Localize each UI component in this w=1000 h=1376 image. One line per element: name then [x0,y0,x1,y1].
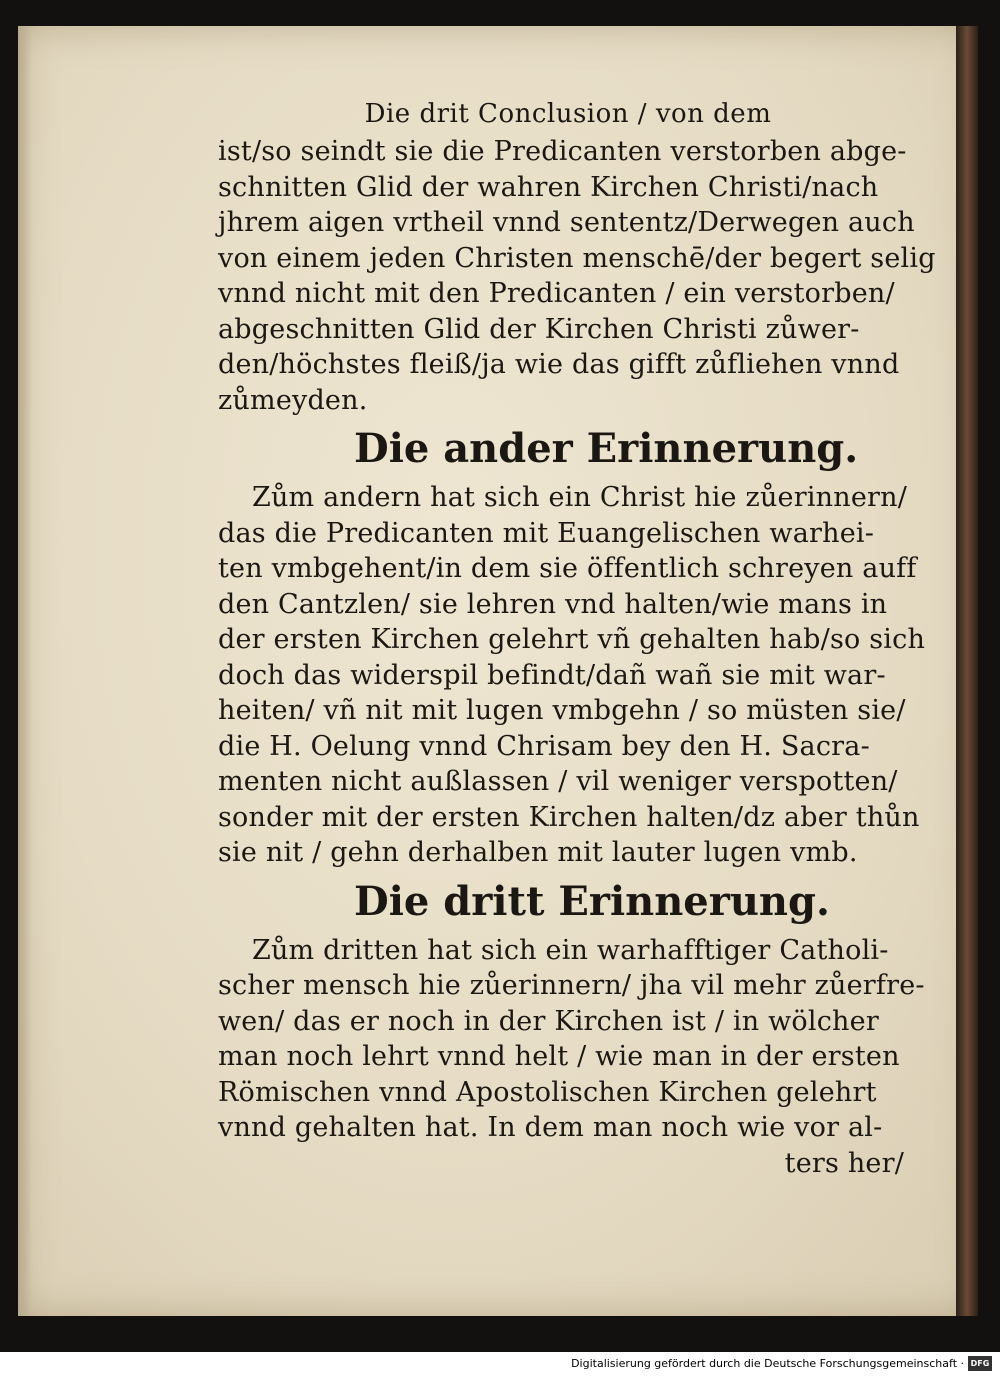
dfg-logo: DFG [968,1356,992,1371]
text-line: man noch lehrt vnnd helt / wie man in der ersten [218,1041,900,1072]
text-line: den Cantzlen/ sie lehren vnd halten/wie mans in [218,588,888,620]
text-line: vnnd gehalten hat. In dem man noch wie vor al- [218,1112,883,1143]
paragraph-1 [218,134,936,418]
text-line: wen/ das er noch in der Kirchen ist / in wölcher [218,1005,879,1037]
text-line: ist/so seindt sie die Predicanten verstorben abge- [218,136,907,167]
digitization-footer [0,1352,1000,1376]
text-line: den/höchstes fleiß/ja wie das gifft zůfliehen vnnd [218,349,900,380]
book-spine [956,26,978,1316]
text-line: sonder mit der ersten Kirchen halten/dz aber thůn [218,801,920,833]
text-line: sie nit / gehn derhalben mit lauter lugen vmb. [218,837,858,868]
section-heading: Die dritt Erinnerung. [354,877,830,925]
page-text [218,94,936,1181]
text-line: schnitten Glid der wahren Kirchen Christi/nach [218,171,879,203]
text-line: die H. Oelung vnnd Chrisam bey den H. Sacra- [218,730,870,762]
section-heading: Die ander Erinnerung. [354,425,859,472]
funding-notice: Digitalisierung gefördert durch die Deutsche Forschungsgemeinschaft · [571,1357,964,1370]
text-line: ten vmbgehent/in dem sie öffentlich schreyen auff [218,553,917,584]
text-line: abgeschnitten Glid der Kirchen Christi zůwer- [218,313,860,345]
text-line: jhrem aigen vrtheil vnnd sententz/Derwegen auch [218,207,915,238]
text-line: scher mensch hie zůerinnern/ jha vil mehr zůerfre- [218,970,925,1001]
text-line: vnnd nicht mit den Predicanten / ein verstorben/ [218,278,895,309]
paragraph-3 [218,933,925,1182]
text-line: von einem jeden Christen menschē/der begert selig [218,242,936,274]
text-line: der ersten Kirchen gelehrt vñ gehalten hab/so sich [218,624,926,655]
text-line: Zům andern hat sich ein Christ hie zůerinnern/ [252,482,907,513]
text-line: Zům dritten hat sich ein warhafftiger Catholi- [252,934,889,966]
catchword: ters her/ [784,1147,904,1179]
text-line: heiten/ vñ nit mit lugen vmbgehn / so müsten sie/ [218,695,906,726]
text-line: das die Predicanten mit Euangelischen warhei- [218,517,875,549]
text-line: menten nicht außlassen / vil weniger verspotten/ [218,766,898,797]
text-line: doch das widerspil befindt/dañ wañ sie mit war- [218,659,886,691]
page-fold-shadow [18,26,32,1316]
text-line: Römischen vnnd Apostolischen Kirchen gelehrt [218,1076,877,1108]
paragraph-2 [218,480,926,871]
running-head: Die drit Conclusion / von dem [364,99,772,129]
text-line: zůmeyden. [218,384,368,416]
